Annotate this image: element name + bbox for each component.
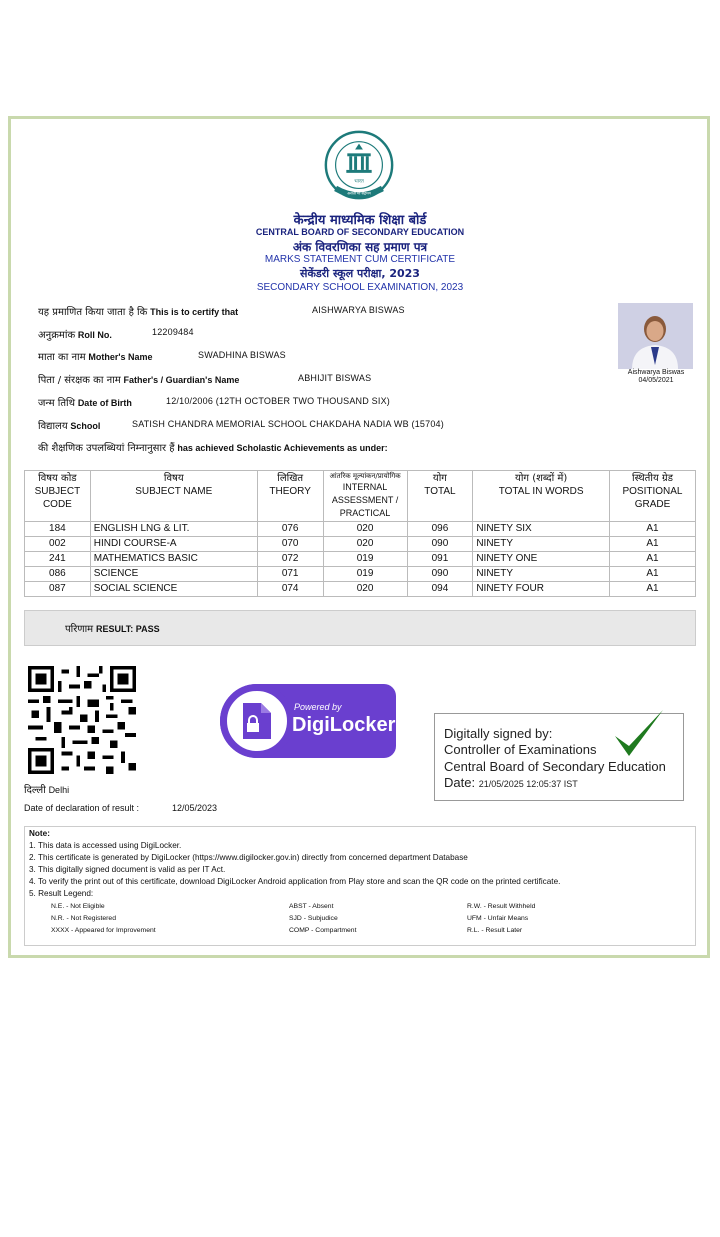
father-name: ABHIJIT BISWAS — [298, 373, 372, 383]
board-title-hi: केन्द्रीय माध्यमिक शिक्षा बोर्ड — [293, 213, 427, 228]
header-total: योग TOTAL — [407, 471, 473, 522]
digilocker-brand: DigiLocker — [292, 714, 396, 736]
doc-title-en: MARKS STATEMENT CUM CERTIFICATE — [264, 254, 456, 265]
digilocker-circle — [220, 684, 294, 758]
marks-table — [24, 470, 696, 597]
declaration-date: 12/05/2023 — [172, 803, 218, 813]
certify-label: यह प्रमाणित किया जाता है कि This is to certify that — [38, 307, 239, 318]
table-row: 002 HINDI COURSE-A 070 020 090 NINETY A1 — [25, 537, 696, 552]
exam-title-hi: सेकेंडरी स्कूल परीक्षा, 2023 — [300, 267, 420, 280]
sig-line3: Central Board of Secondary Education — [444, 759, 666, 774]
mother-name: SWADHINA BISWAS — [198, 350, 286, 360]
result-box — [24, 610, 696, 646]
candidate-photo — [618, 303, 693, 369]
person-photo-icon — [618, 303, 693, 369]
header-theory: लिखित THEORY — [257, 471, 323, 522]
legend-item: R.W. - Result Withheld — [467, 903, 536, 910]
legend-item: R.L. - Result Later — [467, 927, 523, 934]
cbse-emblem-icon — [320, 128, 398, 206]
candidate-name: AISHWARYA BISWAS — [312, 305, 405, 315]
legend-item: XXXX - Appeared for Improvement — [51, 927, 156, 934]
legend-item: SJD - Subjudice — [289, 915, 338, 922]
table-row: 184 ENGLISH LNG & LIT. 076 020 096 NINETY SIX A1 — [25, 522, 696, 537]
school-name: SATISH CHANDRA MEMORIAL SCHOOL CHAKDAHA NADIA WB (15704) — [132, 419, 444, 429]
legend-item: ABST - Absent — [289, 903, 334, 910]
roll-label: अनुक्रमांक Roll No. — [38, 330, 112, 341]
table-row: 241 MATHEMATICS BASIC 072 019 091 NINETY ONE A1 — [25, 552, 696, 567]
sig-date: Date: 21/05/2025 12:05:37 IST — [444, 775, 578, 790]
legend-item: COMP - Compartment — [289, 927, 357, 934]
note-item: 2. This certificate is generated by DigiLocker (https://www.digilocker.gov.in) directly from concerned department Database — [29, 853, 468, 862]
legend-item: UFM - Unfair Means — [467, 915, 529, 922]
qr-code-icon — [28, 666, 136, 774]
note-item: 5. Result Legend: — [29, 889, 94, 898]
school-label: विद्यालय School — [38, 421, 101, 432]
header-subject-name: विषय SUBJECT NAME — [90, 471, 257, 522]
achievements-label: की शैक्षणिक उपलब्धियां निम्नानुसार हैं has achieved Scholastic Achievements as under: — [38, 443, 388, 454]
checkmark-icon — [611, 706, 667, 762]
doc-title-hi: अंक विवरणिका सह प्रमाण पत्र — [292, 240, 428, 254]
father-label: पिता / संरक्षक का नाम Father's / Guardian's Name — [38, 375, 240, 386]
note-item: 4. To verify the print out of this certificate, download DigiLocker Android application from Play store and scan the QR code on the printed certificate. — [29, 877, 561, 886]
board-title-en: CENTRAL BOARD OF SECONDARY EDUCATION — [255, 227, 465, 237]
digilocker-powered: Powered by — [294, 702, 342, 712]
legend-item: N.R. - Not Registered — [51, 915, 116, 922]
sig-line2: Controller of Examinations — [444, 742, 597, 757]
photo-caption: Aishwarya Biswas 04/05/2021 — [627, 369, 685, 384]
exam-title-en: SECONDARY SCHOOL EXAMINATION, 2023 — [256, 282, 464, 293]
digilocker-lock-icon — [227, 691, 287, 751]
roll-number: 12209484 — [152, 327, 194, 337]
header-internal: आंतरिक मूल्यांकन/प्रायोगिक INTERNAL ASSESSMENT / PRACTICAL — [323, 471, 407, 522]
legend-item: N.E. - Not Eligible — [51, 903, 105, 910]
date-of-birth: 12/10/2006 (12TH OCTOBER TWO THOUSAND SIX) — [166, 396, 390, 406]
logo-text: भारत — [354, 179, 364, 185]
table-row: 086 SCIENCE 071 019 090 NINETY A1 — [25, 567, 696, 582]
header-subject-code: विषय कोड SUBJECT CODE — [25, 471, 91, 522]
notes-box — [24, 826, 696, 946]
dob-label: जन्म तिथि Date of Birth — [38, 398, 132, 409]
digital-signature-box — [434, 713, 684, 801]
result-text: परिणाम RESULT: PASS — [65, 624, 160, 635]
header-total-words: योग (शब्दों में) TOTAL IN WORDS — [473, 471, 610, 522]
header-grade: स्थितीय ग्रेड POSITIONAL GRADE — [609, 471, 695, 522]
note-item: 3. This digitally signed document is valid as per IT Act. — [29, 865, 226, 874]
sig-line1: Digitally signed by: — [444, 726, 553, 741]
note-item: 1. This data is accessed using DigiLocker. — [29, 841, 182, 850]
place: दिल्ली Delhi — [24, 785, 70, 796]
declaration-label: Date of declaration of result : — [24, 803, 140, 813]
digilocker-badge — [220, 684, 396, 758]
logo-motto: असतो मा सद्गमय — [347, 190, 371, 196]
notes-title: Note: — [29, 829, 50, 838]
mother-label: माता का नाम Mother's Name — [38, 352, 153, 363]
table-row: 087 SOCIAL SCIENCE 074 020 094 NINETY FOUR A1 — [25, 582, 696, 597]
